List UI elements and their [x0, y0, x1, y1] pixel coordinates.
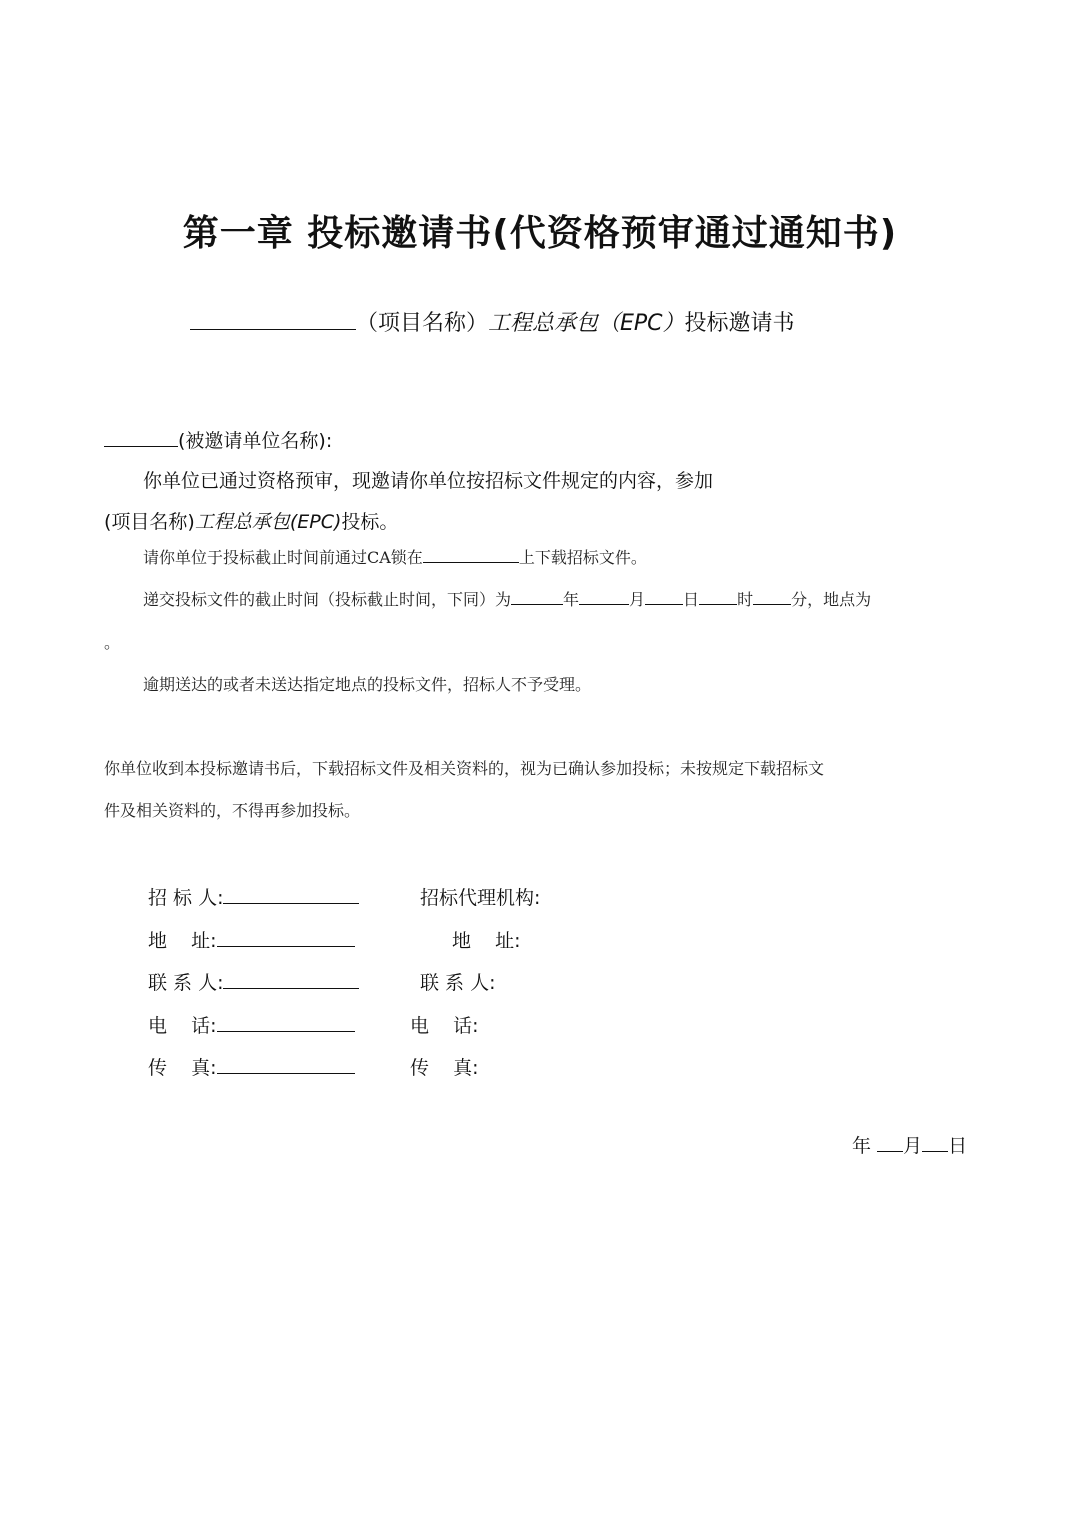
- contact-blank[interactable]: [223, 969, 359, 989]
- tenderer-blank[interactable]: [223, 884, 359, 904]
- invitee-label: (被邀请单位名称):: [178, 430, 333, 452]
- para3-tail: 。: [104, 633, 121, 652]
- date-year: 年: [852, 1135, 872, 1157]
- date-day-blank[interactable]: [922, 1132, 948, 1152]
- para3-prefix: 递交投标文件的截止时间（投标截止时间，下同）为: [143, 590, 512, 609]
- para1-line2: [104, 507, 398, 534]
- subtitle-suffix: 投标邀请书: [684, 311, 795, 336]
- project-name-blank[interactable]: [190, 307, 356, 330]
- para4: 逾期送达的或者未送达指定地点的投标文件，招标人不予受理。: [143, 675, 592, 694]
- sig-left-contact: [148, 968, 359, 995]
- sig-right-phone: 电 话:: [410, 1015, 479, 1037]
- sig-left-label: 传 真:: [148, 1057, 217, 1079]
- sig-left-label: 联 系 人:: [148, 972, 224, 994]
- subtitle: [190, 306, 795, 337]
- subtitle-project-label: （项目名称）: [356, 311, 489, 336]
- para3-minute: 分，地点为: [791, 590, 872, 609]
- sig-left-label: 招 标 人:: [148, 887, 224, 909]
- sig-left-label: 电 话:: [148, 1015, 217, 1037]
- para3-day: 日: [683, 590, 700, 609]
- deadline-day-blank[interactable]: [645, 588, 683, 605]
- sig-right-fax: 传 真:: [410, 1057, 479, 1079]
- address-blank[interactable]: [217, 927, 355, 947]
- para2-prefix: 请你单位于投标截止时间前通过CA锁在: [143, 548, 423, 567]
- para1-project-type: 工程总承包(EPC): [194, 511, 342, 533]
- sig-right-agency: 招标代理机构:: [420, 887, 541, 909]
- invitee-line: [104, 426, 332, 453]
- subtitle-project-type: 工程总承包（EPC）: [488, 311, 685, 336]
- deadline-hour-blank[interactable]: [699, 588, 737, 605]
- para2-suffix: 上下载招标文件。: [518, 548, 647, 567]
- sig-right-contact: 联 系 人:: [420, 972, 496, 994]
- date-day: 日: [948, 1135, 968, 1157]
- para2: [143, 545, 647, 568]
- para5-line2: 件及相关资料的，不得再参加投标。: [104, 801, 361, 820]
- download-location-blank[interactable]: [423, 546, 519, 563]
- deadline-minute-blank[interactable]: [753, 588, 791, 605]
- sig-left-address: [148, 926, 355, 953]
- date-line: [852, 1131, 967, 1158]
- phone-blank[interactable]: [217, 1012, 355, 1032]
- sig-right-address: 地 址:: [452, 930, 521, 952]
- fax-blank[interactable]: [217, 1054, 355, 1074]
- page-title: 第一章 投标邀请书(代资格预审通过通知书): [182, 213, 898, 254]
- para1-suffix: 投标。: [341, 511, 399, 533]
- para3-hour: 时: [737, 590, 754, 609]
- para3-year: 年: [563, 590, 580, 609]
- sig-left-label: 地 址:: [148, 930, 217, 952]
- para5-line1: 你单位收到本投标邀请书后，下载招标文件及相关资料的，视为已确认参加投标；未按规定下载招标文: [104, 759, 825, 778]
- sig-left-fax: [148, 1053, 355, 1080]
- para1-project-label: (项目名称): [104, 511, 195, 533]
- para3-month: 月: [629, 590, 646, 609]
- deadline-month-blank[interactable]: [579, 588, 629, 605]
- date-month: 月: [903, 1135, 923, 1157]
- sig-left-phone: [148, 1011, 355, 1038]
- deadline-year-blank[interactable]: [511, 588, 563, 605]
- para1-line1: 你单位已通过资格预审，现邀请你单位按招标文件规定的内容，参加: [143, 470, 714, 492]
- invitee-name-blank[interactable]: [104, 427, 178, 447]
- date-month-blank[interactable]: [877, 1132, 903, 1152]
- sig-left-tenderer: [148, 883, 359, 910]
- para3: [143, 587, 871, 610]
